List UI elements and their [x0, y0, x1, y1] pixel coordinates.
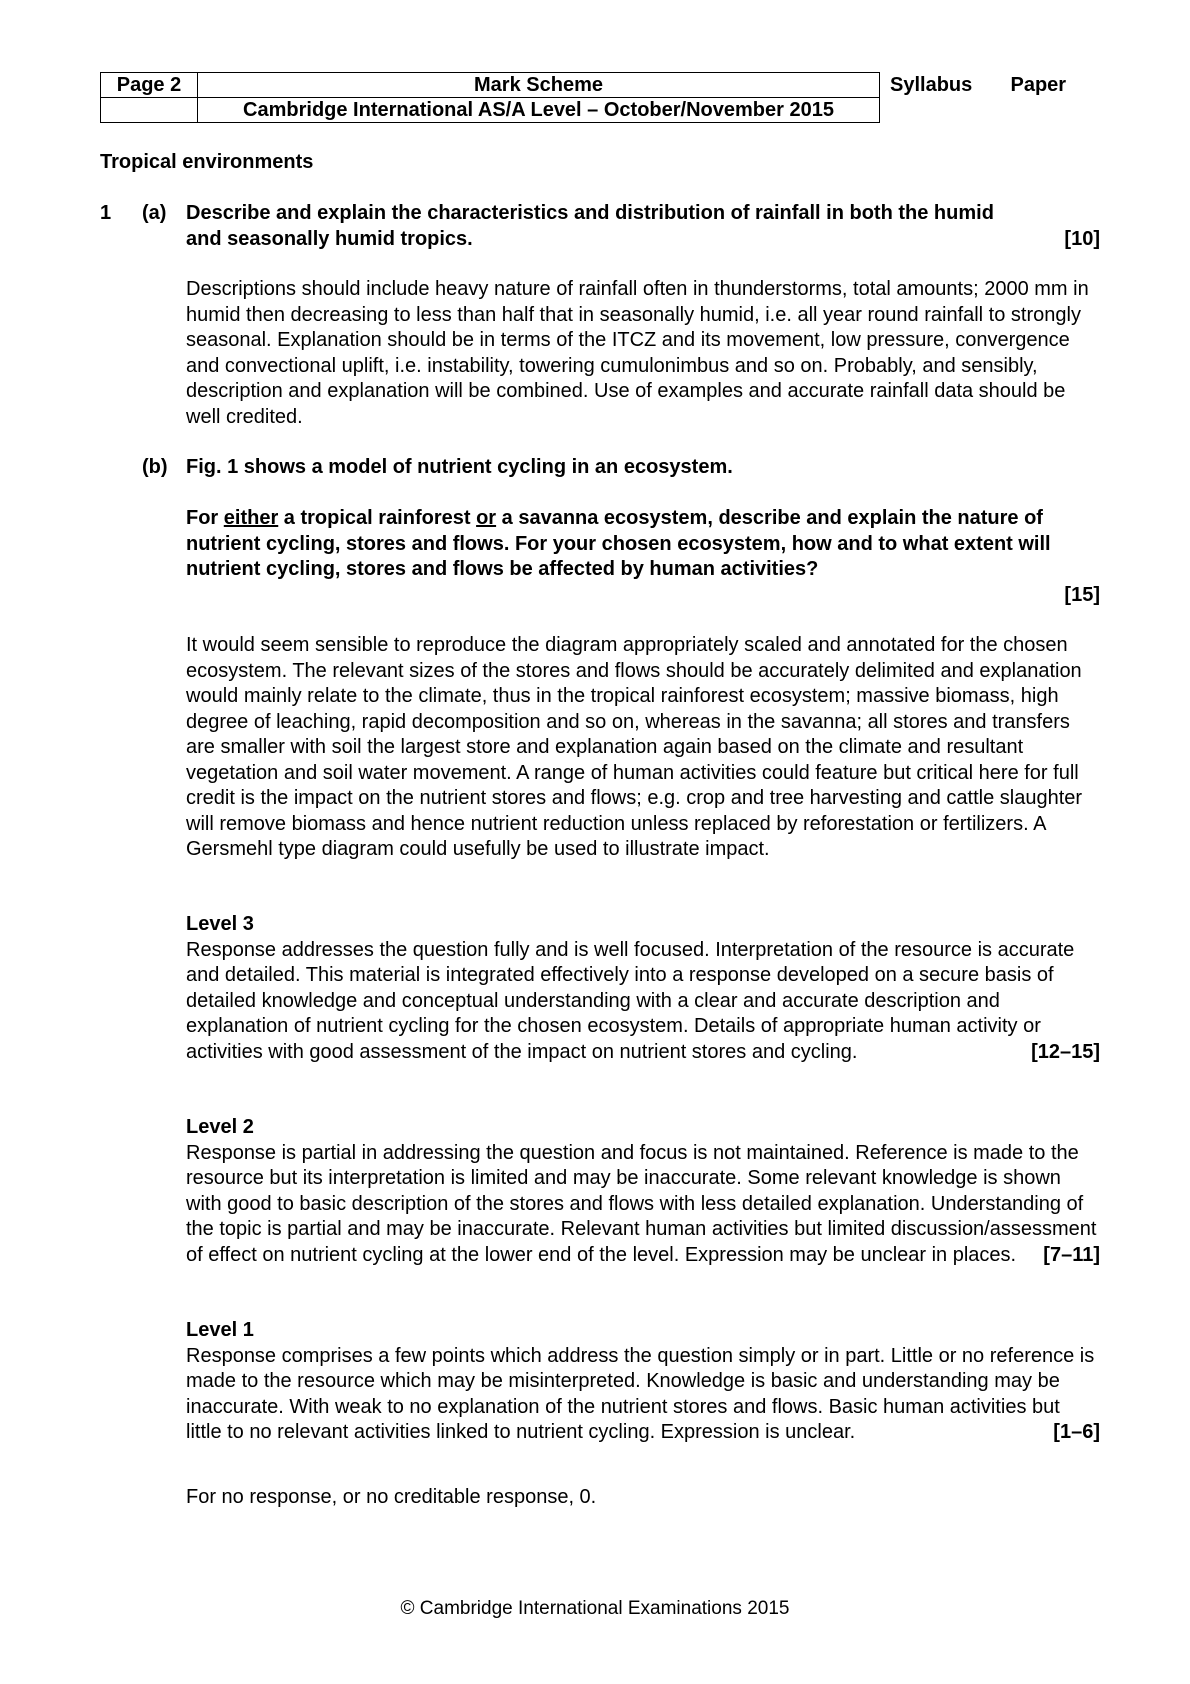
header-paper: Paper: [1010, 74, 1067, 96]
header-table: [100, 72, 1091, 123]
header-title: Mark Scheme: [198, 73, 880, 98]
copyright-footer: © Cambridge International Examinations 2015: [400, 1598, 790, 1619]
part-a-answer: Descriptions should include heavy nature of rainfall often in thunderstorms, total amounts; 2000 mm in humid then decreasing to less than half that in seasonally humid, i.e. all year round rainfall to strongly seasonal. Explanation should be in terms of the ITCZ and its movement, low pressure, convergence and convectional uplift, i.e. instability, towering cumulonimbus and so on. Probably, and sensibly, description and explanation will be combined. Use of examples and accurate rainfall data should be well credited.: [186, 278, 1089, 428]
level-3-title: Level 3: [186, 913, 254, 935]
level-2-block: [186, 1115, 1100, 1268]
level-3-text: Response addresses the question fully and is well focused. Interpretation of the resource is accurate and detailed. This material is integrated effectively into a response developed on a secure basis of detailed knowledge and conceptual understanding with a clear and accurate description and explanation of nutrient cycling for the chosen ecosystem. Details of appropriate human activity or activities with good assessment of the impact on nutrient stores and cycling.: [186, 938, 1075, 1063]
part-b-marks: [15]: [1064, 583, 1100, 606]
level-1-text: Response comprises a few points which address the question simply or in part. Little or no reference is made to the resource which may be misinterpreted. Knowledge is basic and understanding may be inaccurate. With weak to no explanation of the nutrient stores and flows. Basic human activities but little to no relevant activities linked to nutrient cycling. Expression is unclear.: [186, 1344, 1095, 1443]
part-a-label: (a): [142, 202, 167, 224]
section-title: Tropical environments: [100, 151, 314, 173]
level-1-marks: [1–6]: [1053, 1421, 1100, 1443]
level-1-block: [186, 1318, 1100, 1446]
part-b-intro: Fig. 1 shows a model of nutrient cycling in an ecosystem.: [186, 456, 733, 478]
level-3-marks: [12–15]: [1031, 1040, 1100, 1063]
part-b-question: For either a tropical rainforest or a savanna ecosystem, describe and explain the nature of nutrient cycling, stores and flows. For your chosen ecosystem, how and to what extent will nutrient cycling, stores and flows be affected by human activities? [15]: [186, 507, 1100, 606]
level-1-title: Level 1: [186, 1319, 254, 1341]
level-2-title: Level 2: [186, 1116, 254, 1138]
part-a-question: [186, 201, 1100, 252]
level-2-marks: [7–11]: [1043, 1243, 1100, 1266]
header-subtitle: Cambridge International AS/A Level – October/November 2015: [198, 98, 880, 123]
part-a-question-line2: [10] and seasonally humid tropics.: [186, 227, 1100, 253]
or-emphasis: or: [476, 507, 497, 529]
either-emphasis: either: [223, 507, 279, 529]
part-b-label: (b): [142, 456, 168, 478]
level-3-block: [186, 912, 1100, 1065]
part-a-question-line1: Describe and explain the characteristics and distribution of rainfall in both the humid: [186, 202, 994, 224]
level-2-text: Response is partial in addressing the question and focus is not maintained. Reference is made to the resource but its interpretation is limited and may be inaccurate. Some relevant knowledge is shown with good to basic description of the stores and flows with less detailed explanation. Understanding of the topic is partial and may be inaccurate. Relevant human activities but limited discussion/assessment of effect on nutrient cycling at the lower end of the level. Expression may be unclear in places.: [186, 1141, 1097, 1266]
header-paper-value: [1001, 98, 1091, 123]
header-syllabus: Syllabus: [890, 74, 973, 96]
header-blank-cell: [101, 98, 198, 123]
question-number: 1: [100, 202, 112, 224]
no-response-note: For no response, or no creditable response, 0.: [186, 1486, 597, 1508]
header-syllabus-value: [880, 98, 1001, 123]
part-b-answer: It would seem sensible to reproduce the diagram appropriately scaled and annotated for the chosen ecosystem. The relevant sizes of the stores and flows should be accurately delimited and explanation would mainly relate to the climate, thus in the tropical rainforest ecosystem; massive biomass, high degree of leaching, rapid decomposition and so on, whereas in the savanna; all stores and transfers are smaller with soil the largest store and explanation again based on the climate and resultant vegetation and soil water movement. A range of human activities could feature but critical here for full credit is the impact on the nutrient stores and flows; e.g. crop and tree harvesting and cattle slaughter will remove biomass and hence nutrient reduction unless replaced by reforestation or fertilizers. A Gersmehl type diagram could usefully be used to illustrate impact.: [186, 634, 1083, 860]
header-page: Page 2: [101, 73, 198, 98]
part-a-marks: [10]: [1064, 227, 1100, 250]
